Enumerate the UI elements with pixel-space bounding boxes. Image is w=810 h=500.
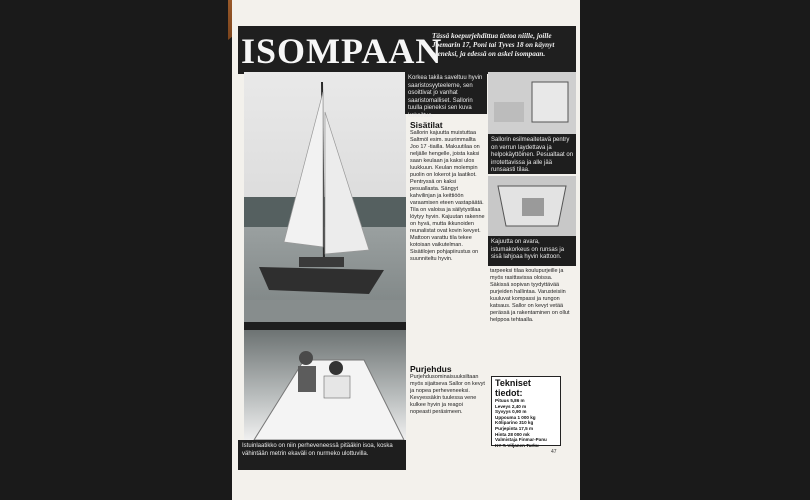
spec-item: Syvyys 0,90 m bbox=[495, 409, 527, 415]
intro-text: Tässä koepurjehdittua tietoa niille, joille Joemarin 17, Poni tai Tyves 18 on käynyt pieneksi, ja edessä on askel isompaan. bbox=[432, 32, 555, 58]
section-title-purjehdus: Purjehdus bbox=[410, 364, 452, 374]
spec-item: Uppouma 1 000 kg bbox=[495, 414, 536, 420]
cabin-illustration bbox=[488, 176, 576, 236]
spec-item: Leveys 2,40 m bbox=[495, 403, 527, 409]
sailboat-photo bbox=[244, 72, 406, 322]
bottom-caption: Istuinlaatikko on niin perheveneessä pitääkin isoa, koska vähintään metrin ekaväli on nurmeko ulottuvilla. bbox=[242, 443, 393, 457]
spec-title: Tekniset tiedot: bbox=[495, 378, 531, 398]
page-number: 47 bbox=[551, 449, 557, 455]
section-text-sisatilat: Sallorin kajuutta muistuttaa Saltmöl esim. suurimmallta Joo 17 -tiailla. Makuutilaa on neljälle hengelle, joista kaksi saan keulaan ja kaksi ulos luukkuun. Keulan molempin puolin on lokerot ja laatikot. Pentryssä on kaksi pesuallasta. Sängyt kahvilinjan ja keittiöön varaamisen eteen vastapäätä. Tila on valoisa ja säilytystilaa löytyy hyvin. Kajuutan rakenne on hyvä, mutta ikkunoiden reunalistat ovat kovin kevyet. Mattoon varattu tila tekee kotoisan vaikutelman. Sisätilojen pohjapiirustus on suunniteltu hyvin. bbox=[410, 130, 485, 262]
spec-item: Purjepinta 17,5 m bbox=[495, 425, 534, 431]
spec-list bbox=[495, 398, 547, 448]
spec-item: Köliparino 310 kg bbox=[495, 420, 534, 426]
interior-caption-2: Kajuutta on avara, istumakorkeus on runsas ja sisä lahjoaa hyvin kattoon. bbox=[491, 239, 565, 260]
photo-divider bbox=[244, 322, 406, 330]
galley-photo bbox=[488, 72, 576, 134]
purjehdus-column bbox=[410, 364, 485, 450]
headline: ISOMPAAN bbox=[241, 31, 443, 71]
cockpit-photo bbox=[244, 330, 406, 440]
cockpit-illustration bbox=[244, 330, 406, 440]
spec-item: Pituus 5,86 m bbox=[495, 398, 525, 403]
sisatilat-column bbox=[410, 120, 485, 360]
section-text-purjehdus: Purjehdusominaisuuksiltaan myös sijaitseva Sallor on kevyt ja nopea perheveneeksi. Kevyessäkin tuulessa vene kulkee hyvin ja reagoi nopeasti peräsimeen. bbox=[410, 374, 485, 415]
mid-caption: Korkea takila saveltuu hyvin saaristosyyteelerne, sen osoittivat jo vanhat saaristomalliset. Sallorin tuulla pieneksi sen kuva kokeiltua. bbox=[408, 75, 483, 119]
galley-illustration bbox=[488, 72, 576, 134]
interior-caption-1: Sallorin esilmeaitetavä pentry on verrun laydettava ja helpokäyttöinen. Pesualtaat on irrotettavissa ja alle jää runsaasti tilaa. bbox=[491, 137, 574, 173]
third-column: tarpeeksi tilaa koulupurjeille ja myös rasittavissa oloissa. Säkissä sopivan tyydyttävää purjeiden hallintaa. Varusteisiin kuuluvat kompassi ja rungon katsaus. Sallor on kevyt vetää perässä ja rakentaminen on ollut helppoa tehtaalla. bbox=[490, 268, 570, 323]
spec-item: Valmistaja Finmar-Panu bbox=[495, 437, 547, 443]
cabin-photo bbox=[488, 176, 576, 236]
spec-item: Hinta 28 000 mk bbox=[495, 431, 530, 437]
spec-item: KY T. Viljanen Turku bbox=[495, 442, 539, 448]
section-title-sisatilat: Sisätilat bbox=[410, 120, 443, 130]
sailboat-illustration bbox=[244, 72, 406, 322]
